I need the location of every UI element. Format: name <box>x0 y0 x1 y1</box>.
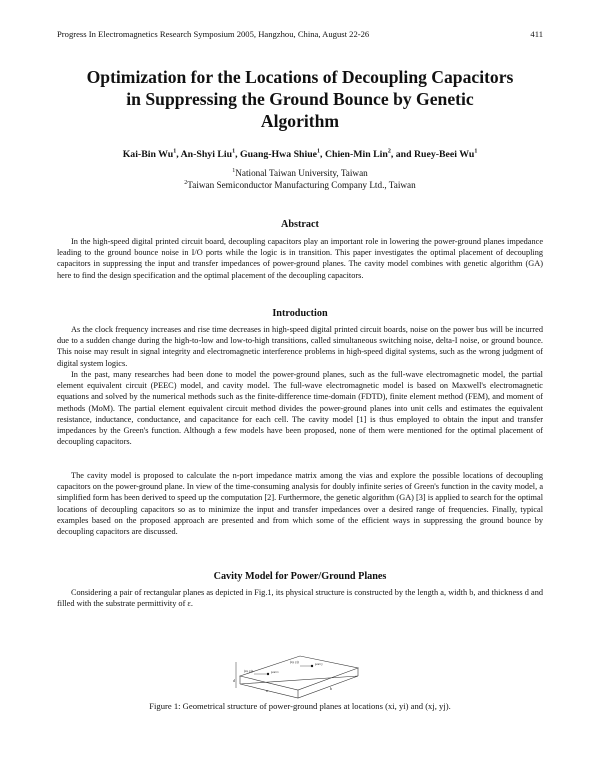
conference-name: Progress In Electromagnetics Research Symposium 2005, Hangzhou, China, August 22-26 <box>57 29 370 39</box>
author-name: Chien-Min Lin <box>324 149 388 160</box>
author-name: Kai-Bin Wu <box>122 149 174 160</box>
author-affil-mark: 2 <box>387 148 391 155</box>
author-name: Ruey-Beei Wu <box>413 149 475 160</box>
introduction-heading: Introduction <box>272 308 328 319</box>
author-separator: , <box>320 149 325 160</box>
author-affil-mark: 1 <box>232 148 236 155</box>
intro-paragraph-2: In the past, many researches had been done to model the power-ground planes, such as the full-wave electromagnetic model, the partial element equivalent circuit (PEEC) model, and cavity model. The full-wave electromagnetic model is based on Maxwell's electromagnetic equations and solved by the numerical methods such as the finite-difference time-domain (FDTD), finite element method (FEM), and moment of methods (MoM). The partial element equivalent circuit method divides the power-ground planes into unit cells and estimates the equivalent resistance, inductance, conductance, and capacitance for each cell. The cavity model [1] is thus employed to obtain the input and transfer impedances by the Green's function. Although a few models have been proposed, none of them were mentioned for the optimal placement of decoupling capacitors. <box>57 370 543 447</box>
intro-paragraph-3: The cavity model is proposed to calculate the n-port impedance matrix among the vias and explore the possible locations of decoupling capacitors on the power-ground plane. In view of the time-consuming analysis for doubly infinite series of Green's function in the cavity model, a simplified form has been derived to speed up the computation [2]. Furthermore, the genetic algorithm (GA) [3] is applied to search for the optimal locations of decoupling capacitors so as to minimize the input and transfer impedances over a desired range of frequencies. Finally, typical examples based on the proposed approach are presented and from which some of the efficient ways in suppressing the ground bounce by decoupling capacitors are discussed. <box>57 471 543 537</box>
page-number: 411 <box>530 29 543 39</box>
abstract-heading: Abstract <box>281 219 319 230</box>
title-line-2: in Suppressing the Ground Bounce by Genetic <box>126 89 474 109</box>
width-b-label: b <box>330 687 332 691</box>
top-plane <box>240 656 358 690</box>
affiliation-text: National Taiwan University, Taiwan <box>235 168 368 178</box>
cavity-model-heading: Cavity Model for Power/Ground Planes <box>213 571 387 582</box>
title-line-3: Algorithm <box>260 111 340 131</box>
author-separator: , <box>235 149 240 160</box>
author-separator: , <box>176 149 181 160</box>
xj-yj-label: (xj, yj) <box>290 660 299 664</box>
affiliation-2 <box>40 180 560 190</box>
author-name: Guang-Hwa Shiue <box>239 149 318 160</box>
author-affil-mark: 1 <box>317 148 321 155</box>
port-j-label: port j <box>315 662 323 666</box>
author-list <box>40 149 560 160</box>
cavity-paragraph-1: Considering a pair of rectangular planes as depicted in Fig.1, its physical structure is constructed by the length a, width b, and thickness d and filled with the substrate permittivity of ε. <box>57 588 543 609</box>
author-affil-mark: 1 <box>173 148 177 155</box>
paper-title <box>40 66 560 132</box>
power-ground-planes-figure <box>230 648 360 708</box>
author-separator: , and <box>390 149 414 160</box>
affiliation-mark: 1 <box>232 167 236 174</box>
author-name: An-Shyi Liu <box>180 149 233 160</box>
abstract-text: In the high-speed digital printed circuit board, decoupling capacitors play an important role in lowering the power-ground planes impedance leading to the ground bounce noise in I/O ports while the logic is in transition. This paper investigates the optimal placement of decoupling capacitors in suppressing the input and transfer impedances of power-ground planes. The cavity model combines with genetic algorithm (GA) here to find the design specification and the optimal placement of the decoupling capacitors. <box>57 237 543 280</box>
port-i-label: port i <box>271 670 279 674</box>
affiliation-1 <box>40 168 560 178</box>
affiliation-text: Taiwan Semiconductor Manufacturing Company Ltd., Taiwan <box>187 180 416 190</box>
xi-yi-label: (xi, yi) <box>244 669 253 673</box>
title-line-1: Optimization for the Locations of Decoupling Capacitors <box>86 67 514 87</box>
figure-1-caption: Figure 1: Geometrical structure of power-ground planes at locations (xi, yi) and (xj, yj). <box>149 701 451 711</box>
affiliation-mark: 2 <box>184 179 188 186</box>
length-a-label: a <box>266 689 268 693</box>
author-affil-mark: 1 <box>474 148 478 155</box>
thickness-d-label: d <box>233 679 235 683</box>
intro-paragraph-1: As the clock frequency increases and rise time decreases in high-speed digital printed circuit boards, noise on the power bus will be incurred due to a sudden change during the high-to-low and low-to-high transitions, called simultaneous switching noise, delta-I noise, or ground bounce. This noise may result in signal integrity and electromagnetic interference problems in high-speed digital systems, such as the wrong judgment of digital system logics. <box>57 325 543 368</box>
running-header <box>57 29 543 39</box>
